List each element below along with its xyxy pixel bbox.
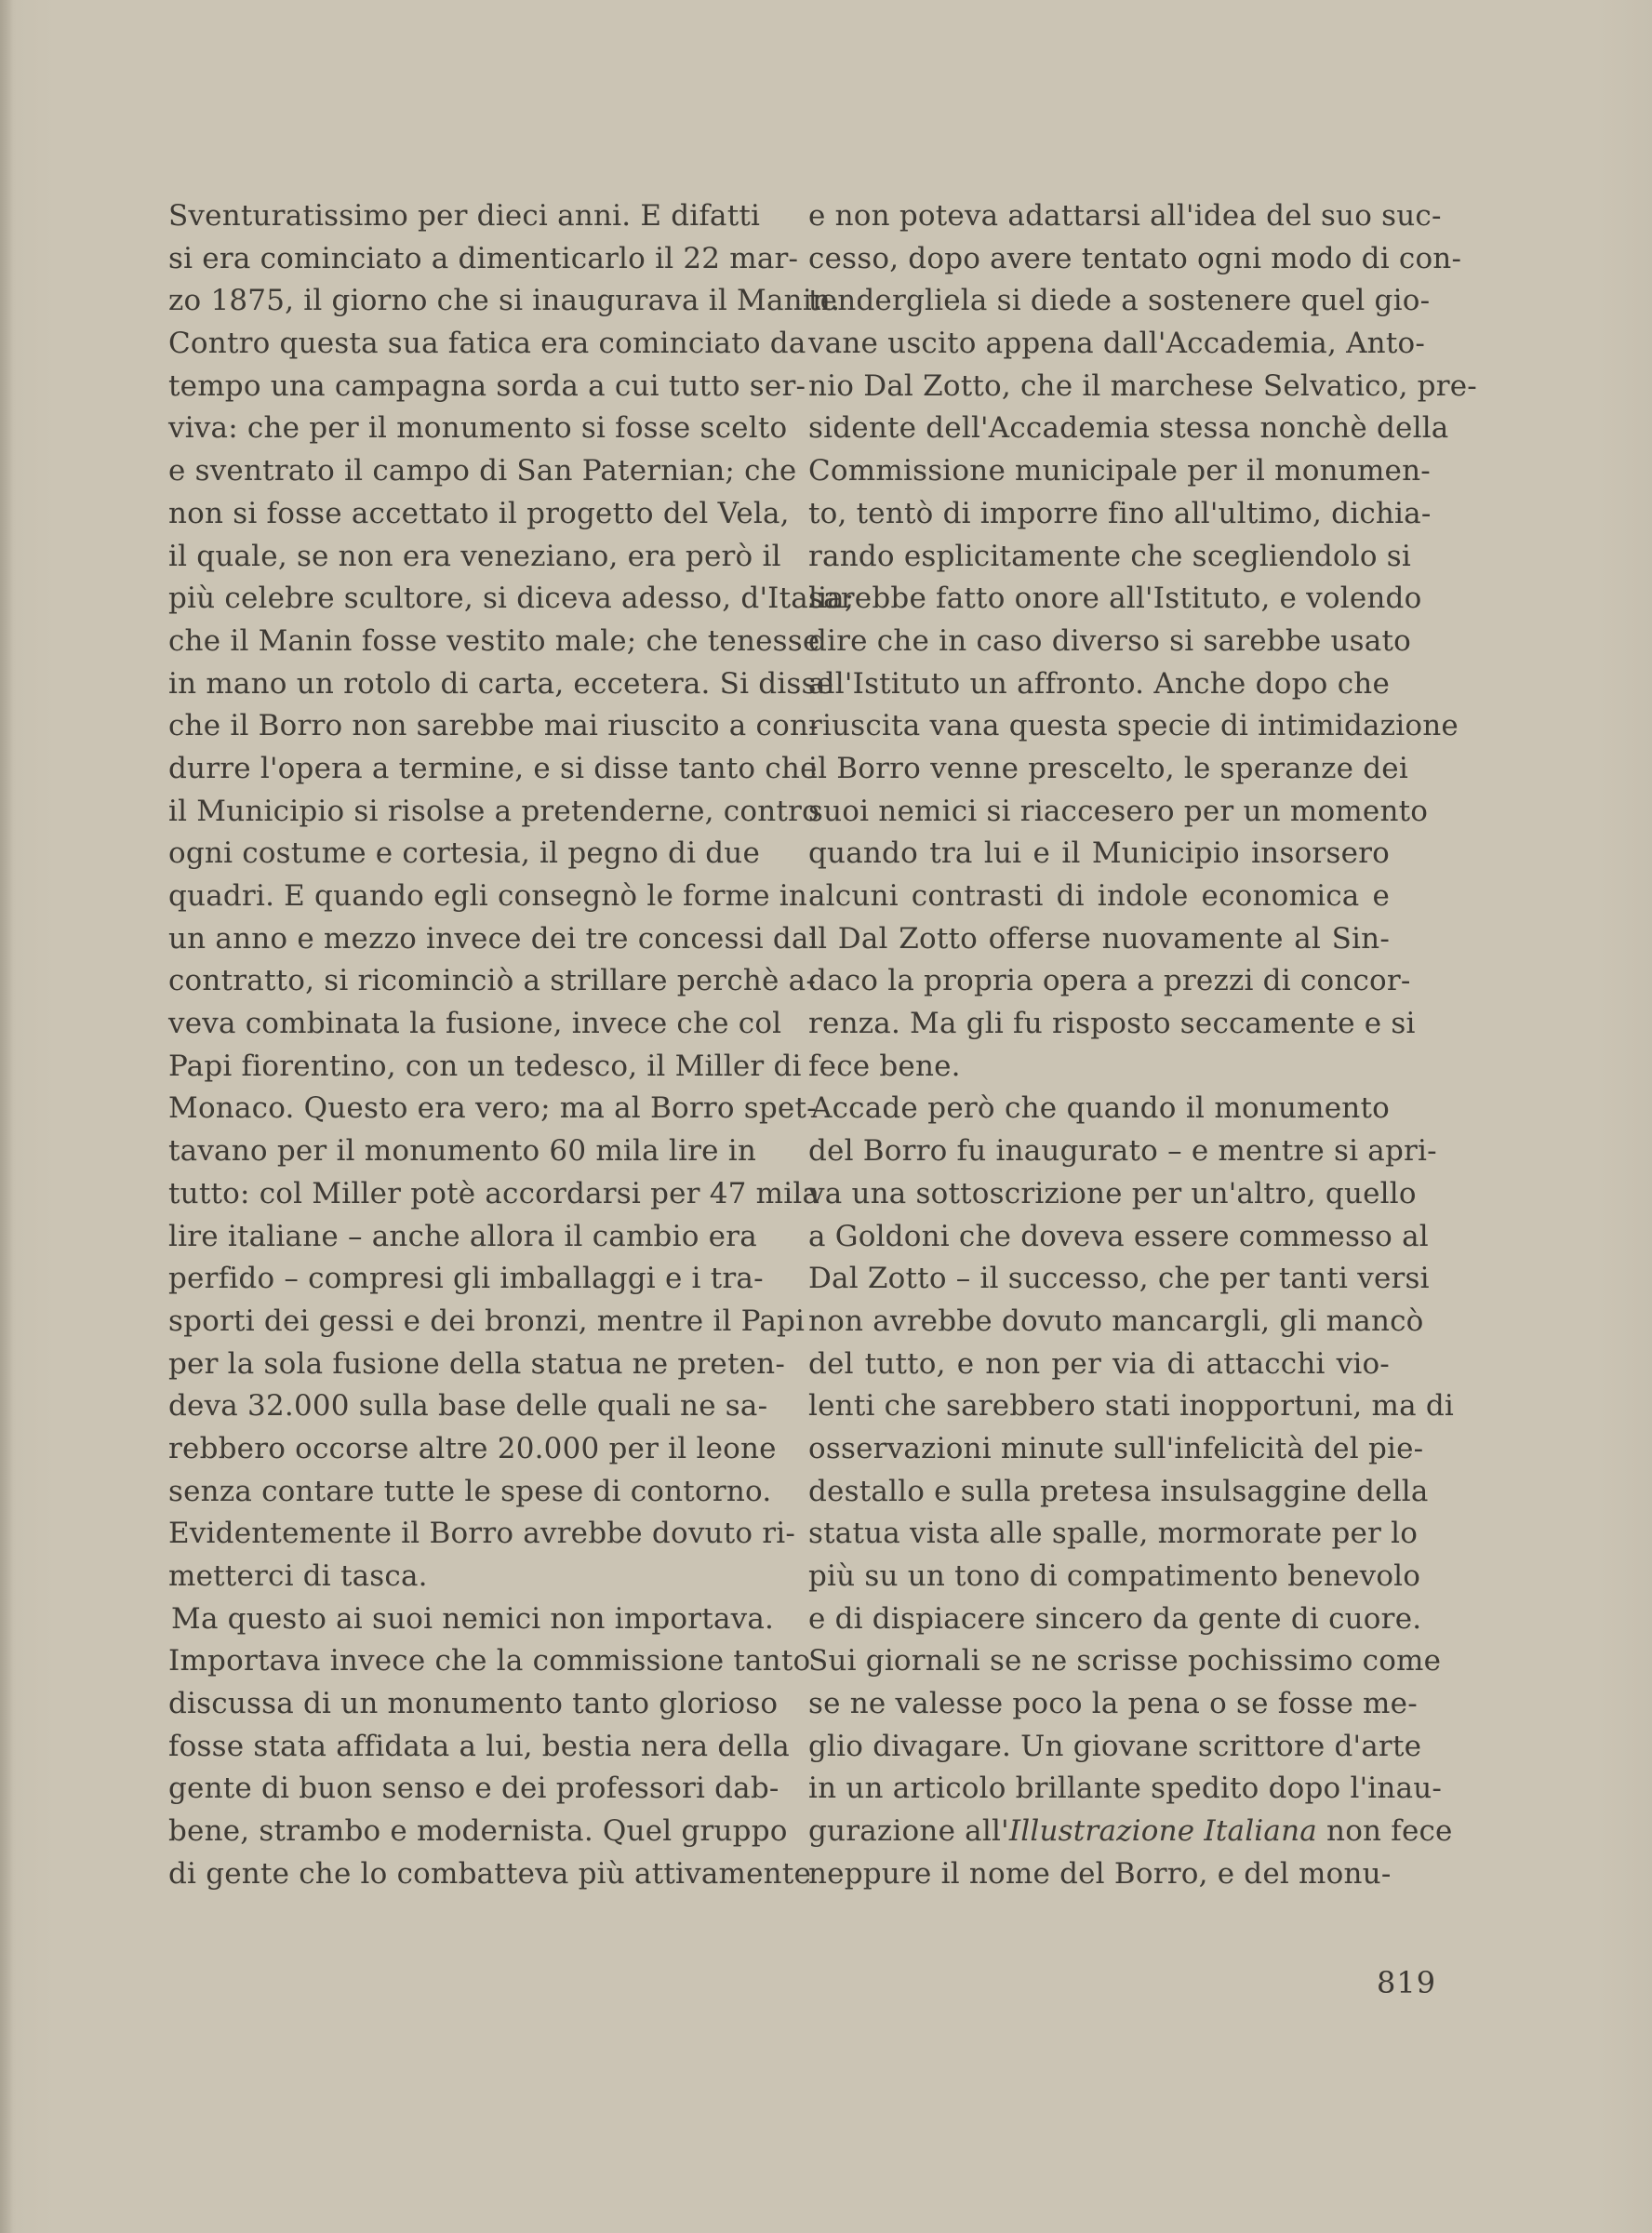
text-line: in mano un rotolo di carta, eccetera. Si disse bbox=[168, 666, 834, 701]
text-line: un anno e mezzo invece dei tre concessi dal bbox=[168, 921, 819, 956]
text-line: tempo una campagna sorda a cui tutto ser- bbox=[168, 368, 806, 403]
text-line: Dal Zotto – il successo, che per tanti versi bbox=[808, 1262, 1430, 1296]
text-line: sarebbe fatto onore all'Istituto, e volendo bbox=[808, 582, 1422, 616]
text-line: Ma questo ai suoi nemici non importava. bbox=[171, 1601, 775, 1636]
text-line: osservazioni minute sull'infelicità del pie- bbox=[808, 1431, 1424, 1465]
text-line: durre l'opera a termine, e si disse tanto che bbox=[168, 751, 818, 785]
text-line: Contro questa sua fatica era cominciato da bbox=[168, 327, 806, 361]
text-line: non avrebbe dovuto mancargli, gli mancò bbox=[808, 1304, 1424, 1338]
text-line: sidente dell'Accademia stessa nonchè della bbox=[808, 411, 1449, 446]
text-line: tavano per il monumento 60 mila lire in bbox=[168, 1134, 757, 1169]
text-line: più su un tono di compatimento benevolo bbox=[808, 1559, 1421, 1593]
text-line: a Goldoni che doveva essere commesso al bbox=[808, 1219, 1429, 1253]
text-line: che il Manin fosse vestito male; che tenesse bbox=[168, 623, 820, 658]
text-line: daco la propria opera a prezzi di concor- bbox=[808, 964, 1411, 998]
text-line: quando tra lui e il Municipio insorsero bbox=[808, 836, 1390, 871]
text-line: destallo e sulla pretesa insulsaggine della bbox=[808, 1474, 1429, 1508]
text-line: lire italiane – anche allora il cambio era bbox=[168, 1219, 757, 1253]
text-line: renza. Ma gli fu risposto seccamente e si bbox=[808, 1007, 1416, 1041]
text-line: senza contare tutte le spese di contorno. bbox=[168, 1474, 772, 1508]
left-text-column bbox=[168, 195, 855, 1896]
text-line: che il Borro non sarebbe mai riuscito a con- bbox=[168, 709, 819, 743]
text-line: se ne valesse poco la pena o se fosse me- bbox=[808, 1687, 1418, 1721]
text-line: si era cominciato a dimenticarlo il 22 mar- bbox=[168, 241, 799, 275]
text-line: ogni costume e cortesia, il pegno di due bbox=[168, 836, 761, 871]
text-line-with-italic bbox=[808, 1811, 1453, 1853]
text-line: va una sottoscrizione per un'altro, quello bbox=[808, 1176, 1417, 1210]
line-segment: non fece bbox=[1316, 1814, 1453, 1849]
right-text-column bbox=[808, 195, 1477, 1896]
text-line: del tutto, e non per via di attacchi vio- bbox=[808, 1346, 1390, 1381]
text-line: Accade però che quando il monumento bbox=[811, 1091, 1390, 1126]
text-line: del Borro fu inaugurato – e mentre si apri- bbox=[808, 1134, 1437, 1169]
text-line: neppure il nome del Borro, e del monu- bbox=[808, 1856, 1392, 1891]
text-line: vane uscito appena dall'Accademia, Anto- bbox=[808, 327, 1426, 361]
text-line: metterci di tasca. bbox=[168, 1559, 428, 1593]
line-segment: gurazione all' bbox=[808, 1814, 1009, 1849]
text-line: bene, strambo e modernista. Quel gruppo bbox=[168, 1814, 788, 1849]
text-line: rando esplicitamente che scegliendolo si bbox=[808, 539, 1412, 573]
text-line: viva: che per il monumento si fosse scelto bbox=[168, 411, 788, 446]
text-line: il quale, se non era veneziano, era però il bbox=[168, 539, 781, 573]
text-line: veva combinata la fusione, invece che col bbox=[168, 1007, 782, 1041]
text-line: dire che in caso diverso si sarebbe usato bbox=[808, 623, 1411, 658]
text-line: fece bene. bbox=[808, 1049, 961, 1083]
page-number: 819 bbox=[1377, 1965, 1437, 2000]
text-line: Sui giornali se ne scrisse pochissimo come bbox=[808, 1644, 1442, 1678]
text-line: gente di buon senso e dei professori dab- bbox=[168, 1772, 779, 1806]
text-line: il Dal Zotto offerse nuovamente al Sin- bbox=[808, 921, 1390, 956]
text-line: Commissione municipale per il monumen- bbox=[808, 454, 1431, 488]
text-line: Papi fiorentino, con un tedesco, il Miller di bbox=[168, 1049, 802, 1083]
text-line: in un articolo brillante spedito dopo l'inau- bbox=[808, 1772, 1443, 1806]
text-line: alcuni contrasti di indole economica e bbox=[808, 879, 1390, 913]
text-line: e di dispiacere sincero da gente di cuore. bbox=[808, 1601, 1422, 1636]
italic-title-segment: Illustrazione Italiana bbox=[1008, 1814, 1317, 1849]
text-line: più celebre scultore, si diceva adesso, d'Italia; bbox=[168, 582, 855, 616]
text-line: contratto, si ricominciò a strillare perchè a- bbox=[168, 964, 816, 998]
text-line: Evidentemente il Borro avrebbe dovuto ri- bbox=[168, 1517, 796, 1551]
text-line: deva 32.000 sulla base delle quali ne sa- bbox=[168, 1389, 768, 1424]
text-line: riuscita vana questa specie di intimidazione bbox=[808, 709, 1459, 743]
text-line: Sventuratissimo per dieci anni. E difatti bbox=[168, 199, 761, 233]
text-line: all'Istituto un affronto. Anche dopo che bbox=[808, 666, 1390, 701]
text-line: discussa di un monumento tanto glorioso bbox=[168, 1687, 779, 1721]
text-line: zo 1875, il giorno che si inaugurava il Manin. bbox=[168, 284, 841, 318]
text-line: tutto: col Miller potè accordarsi per 47 mila bbox=[168, 1176, 820, 1210]
page-edge-shadow bbox=[0, 0, 13, 2233]
text-line: fosse stata affidata a lui, bestia nera della bbox=[168, 1729, 790, 1763]
text-line: non si fosse accettato il progetto del Vela, bbox=[168, 496, 790, 530]
text-line: Monaco. Questo era vero; ma al Borro spet- bbox=[168, 1091, 817, 1126]
text-line: statua vista alle spalle, mormorate per lo bbox=[808, 1517, 1419, 1551]
text-line: nio Dal Zotto, che il marchese Selvatico, pre- bbox=[808, 368, 1477, 403]
text-line: glio divagare. Un giovane scrittore d'arte bbox=[808, 1729, 1422, 1763]
text-line: il Municipio si risolse a pretenderne, contro bbox=[168, 794, 819, 828]
text-line: per la sola fusione della statua ne preten- bbox=[168, 1346, 786, 1381]
text-line: quadri. E quando egli consegnò le forme in bbox=[168, 879, 808, 913]
text-line: di gente che lo combatteva più attivamente bbox=[168, 1856, 812, 1891]
text-line: perfido – compresi gli imballaggi e i tra- bbox=[168, 1262, 764, 1296]
text-line: cesso, dopo avere tentato ogni modo di con- bbox=[808, 241, 1462, 275]
text-line: e sventrato il campo di San Paternian; che bbox=[168, 454, 797, 488]
text-line: e non poteva adattarsi all'idea del suo suc- bbox=[808, 199, 1442, 233]
text-line: rebbero occorse altre 20.000 per il leone bbox=[168, 1431, 777, 1465]
text-line: Importava invece che la commissione tanto bbox=[168, 1644, 811, 1678]
text-line: tendergliela si diede a sostenere quel gio- bbox=[808, 284, 1431, 318]
text-line: to, tentò di imporre fino all'ultimo, dichia- bbox=[808, 496, 1432, 530]
text-line: sporti dei gessi e dei bronzi, mentre il Papi bbox=[168, 1304, 806, 1338]
text-line: suoi nemici si riaccesero per un momento bbox=[808, 794, 1429, 828]
text-line: il Borro venne prescelto, le speranze dei bbox=[808, 751, 1408, 785]
text-line: lenti che sarebbero stati inopportuni, ma di bbox=[808, 1389, 1454, 1424]
